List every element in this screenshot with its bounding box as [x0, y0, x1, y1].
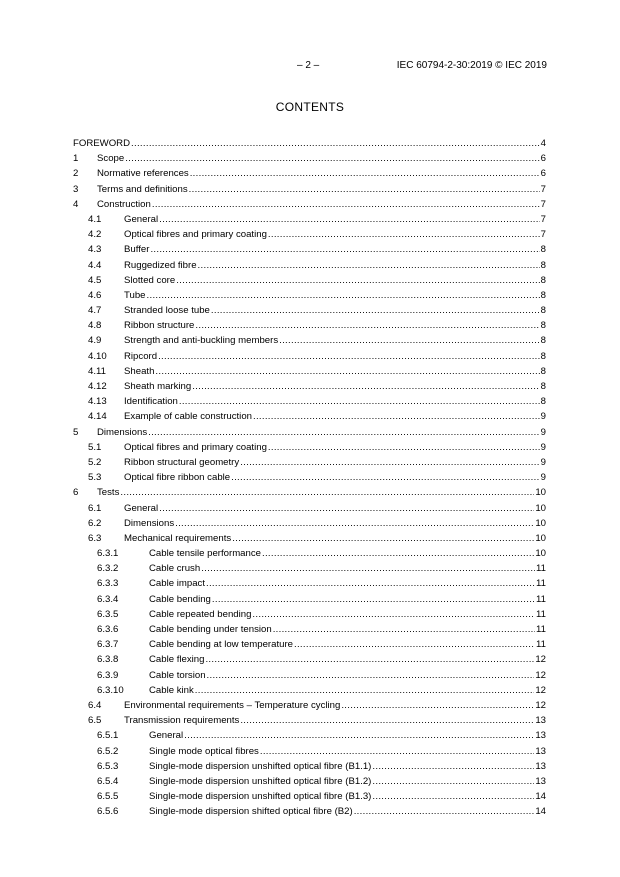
toc-entry-number: 6.5.2 [97, 745, 119, 757]
toc-entry-label: Cable bending [149, 593, 211, 605]
toc-entry-number: 1 [73, 153, 79, 165]
toc-entry-number: 6.3.2 [97, 563, 119, 575]
toc-entry-number: 5.1 [88, 441, 102, 453]
toc-entry-label: Example of cable construction [124, 411, 252, 423]
toc-entry[interactable] [73, 320, 546, 335]
toc-entry-page: 8 [540, 259, 546, 271]
toc-entry-label: Sheath [124, 365, 155, 377]
toc-leader-dots [125, 153, 539, 165]
toc-entry-number: 6.5.3 [97, 760, 119, 772]
toc-leader-dots [341, 700, 534, 712]
toc-entry-page: 8 [540, 305, 546, 317]
toc-leader-dots [152, 199, 540, 211]
toc-entry-label: Cable bending at low temperature [149, 639, 293, 651]
toc-entry-number: 3 [73, 183, 79, 195]
toc-leader-dots [372, 761, 534, 773]
toc-leader-dots [131, 138, 540, 150]
toc-entry[interactable] [73, 366, 546, 381]
table-of-contents [73, 138, 546, 821]
toc-entry-page: 4 [540, 138, 546, 149]
toc-entry-page: 11 [536, 593, 546, 605]
toc-entry-page: 13 [535, 745, 546, 757]
toc-leader-dots [201, 563, 535, 575]
toc-entry[interactable] [73, 791, 546, 806]
toc-entry-page: 9 [540, 456, 546, 468]
toc-leader-dots [148, 427, 540, 439]
toc-entry[interactable] [73, 199, 546, 214]
toc-entry-page: 14 [535, 791, 546, 803]
toc-entry[interactable] [73, 624, 546, 639]
toc-entry-label: Ribbon structure [124, 320, 195, 332]
toc-leader-dots [240, 715, 534, 727]
toc-entry-page: 10 [535, 548, 546, 560]
toc-entry-number: 4.11 [88, 365, 106, 377]
toc-entry-label: Environmental requirements – Temperature cycling [124, 699, 341, 711]
toc-entry-number: 4.2 [88, 229, 102, 241]
toc-leader-dots [150, 244, 539, 256]
toc-entry[interactable] [73, 578, 546, 593]
toc-entry-number: 6.4 [88, 699, 102, 711]
toc-entry-page: 13 [535, 715, 546, 727]
toc-entry[interactable] [73, 563, 546, 578]
toc-entry-page: 7 [540, 198, 546, 210]
toc-leader-dots [211, 305, 540, 317]
toc-leader-dots [198, 260, 540, 272]
toc-entry-page: 6 [540, 168, 546, 180]
toc-entry[interactable] [73, 746, 546, 761]
toc-entry-label: General [149, 730, 184, 742]
toc-leader-dots [252, 609, 535, 621]
toc-leader-dots [207, 670, 535, 682]
toc-entry-number: 6.5 [88, 715, 102, 727]
toc-leader-dots [279, 335, 540, 347]
toc-entry-label: Dimensions [124, 517, 175, 529]
toc-entry-page: 10 [535, 502, 546, 514]
toc-entry-number: 4.3 [88, 244, 102, 256]
toc-entry-page: 10 [535, 517, 546, 529]
toc-entry-number: 6.3.5 [97, 608, 119, 620]
toc-entry-number: 6.2 [88, 517, 102, 529]
toc-leader-dots [189, 184, 540, 196]
toc-entry-label: Cable tensile performance [149, 548, 261, 560]
toc-leader-dots [253, 411, 540, 423]
toc-entry-label: Cable flexing [149, 654, 205, 666]
toc-entry[interactable] [73, 153, 546, 168]
toc-entry-label: Identification [124, 396, 178, 408]
toc-entry-number: 6.3.7 [97, 639, 119, 651]
toc-entry-number: 6 [73, 487, 79, 499]
toc-entry[interactable] [73, 305, 546, 320]
toc-entry[interactable] [73, 275, 546, 290]
toc-entry-label: FOREWORD [73, 138, 131, 149]
toc-leader-dots [205, 654, 534, 666]
toc-leader-dots [372, 776, 534, 788]
toc-entry-label: Scope [97, 153, 125, 165]
toc-entry[interactable] [73, 730, 546, 745]
toc-entry[interactable] [73, 715, 546, 730]
toc-entry-page: 8 [540, 289, 546, 301]
toc-entry[interactable] [73, 168, 546, 183]
toc-entry[interactable] [73, 761, 546, 776]
toc-entry-label: Tube [124, 289, 146, 301]
toc-entry-number: 6.3.8 [97, 654, 119, 666]
toc-leader-dots [273, 624, 535, 636]
toc-entry-label: Optical fibres and primary coating [124, 229, 267, 241]
toc-entry-number: 6.5.4 [97, 775, 119, 787]
toc-entry-number: 4.14 [88, 411, 107, 423]
toc-leader-dots [159, 214, 540, 226]
toc-entry[interactable] [73, 487, 546, 502]
toc-entry[interactable] [73, 229, 546, 244]
toc-entry-page: 10 [535, 532, 546, 544]
toc-leader-dots [184, 730, 534, 742]
toc-leader-dots [158, 351, 540, 363]
toc-entry-number: 4.6 [88, 289, 102, 301]
toc-entry[interactable] [73, 594, 546, 609]
toc-entry-page: 7 [540, 213, 546, 225]
toc-entry-page: 12 [535, 654, 546, 666]
page-title: CONTENTS [275, 100, 345, 114]
toc-leader-dots [372, 791, 534, 803]
toc-entry-label: Single-mode dispersion unshifted optical fibre (B1.3) [149, 791, 372, 803]
toc-entry-page: 12 [535, 669, 546, 681]
toc-entry-number: 6.3.9 [97, 669, 119, 681]
toc-entry-page: 8 [540, 365, 546, 377]
toc-entry-page: 11 [536, 639, 546, 651]
toc-entry-number: 4.7 [88, 305, 102, 317]
toc-entry-page: 11 [536, 578, 546, 590]
toc-entry[interactable] [73, 442, 546, 457]
toc-entry-number: 6.3.1 [97, 548, 119, 560]
toc-entry-label: Ruggedized fibre [124, 259, 197, 271]
toc-leader-dots [262, 548, 534, 560]
toc-entry-page: 9 [540, 426, 546, 438]
toc-entry[interactable] [73, 503, 546, 518]
toc-entry[interactable] [73, 214, 546, 229]
toc-entry-page: 9 [540, 411, 546, 423]
toc-entry-label: Transmission requirements [124, 715, 240, 727]
toc-entry-number: 6.3 [88, 532, 102, 544]
toc-entry-number: 6.5.1 [97, 730, 119, 742]
toc-entry[interactable] [73, 472, 546, 487]
toc-leader-dots [176, 275, 539, 287]
toc-entry[interactable] [73, 381, 546, 396]
toc-entry-page: 13 [535, 730, 546, 742]
toc-entry-number: 6.3.10 [97, 684, 124, 696]
toc-entry[interactable] [73, 260, 546, 275]
toc-entry-number: 6.3.6 [97, 624, 119, 635]
toc-entry-number: 4.1 [88, 213, 102, 225]
toc-entry-page: 7 [540, 183, 546, 195]
toc-entry-page: 8 [540, 274, 546, 286]
toc-entry[interactable] [73, 639, 546, 654]
toc-entry-label: Cable bending under tension [149, 624, 272, 635]
toc-entry-label: Cable torsion [149, 669, 206, 681]
toc-entry[interactable] [73, 335, 546, 350]
toc-entry[interactable] [73, 806, 546, 821]
toc-entry-label: Optical fibre ribbon cable [124, 472, 231, 484]
toc-entry[interactable] [73, 427, 546, 442]
toc-entry-page: 8 [540, 320, 546, 332]
toc-entry-label: Cable repeated bending [149, 608, 252, 620]
toc-leader-dots [212, 594, 535, 606]
toc-entry-number: 4.5 [88, 274, 102, 286]
toc-entry-page: 8 [540, 244, 546, 256]
toc-entry-number: 4.10 [88, 350, 107, 362]
toc-entry-page: 9 [540, 441, 546, 453]
toc-entry-label: Tests [97, 487, 120, 499]
toc-entry-label: Construction [97, 198, 151, 210]
toc-entry[interactable] [73, 670, 546, 685]
toc-leader-dots [120, 487, 534, 499]
toc-entry-page: 8 [540, 335, 546, 347]
toc-entry-number: 5 [73, 426, 79, 438]
toc-entry-label: Sheath marking [124, 381, 192, 392]
toc-entry-label: Single-mode dispersion unshifted optical fibre (B1.2) [149, 775, 372, 787]
toc-leader-dots [232, 533, 534, 545]
toc-entry-label: Dimensions [97, 426, 148, 438]
toc-entry-number: 4.13 [88, 396, 107, 408]
toc-entry[interactable] [73, 700, 546, 715]
toc-entry-label: Single-mode dispersion shifted optical fibre (B2) [149, 806, 353, 818]
toc-entry-page: 11 [536, 624, 546, 635]
toc-leader-dots [231, 472, 540, 484]
toc-entry-page: 11 [536, 608, 546, 620]
toc-entry-page: 8 [540, 381, 546, 392]
toc-entry-page: 6 [540, 153, 546, 165]
toc-entry-page: 10 [535, 487, 546, 499]
toc-entry-label: Slotted core [124, 274, 176, 286]
toc-leader-dots [195, 320, 539, 332]
toc-entry-label: Ribbon structural geometry [124, 456, 240, 468]
toc-entry[interactable] [73, 290, 546, 305]
toc-entry[interactable] [73, 654, 546, 669]
toc-entry[interactable] [73, 244, 546, 259]
toc-leader-dots [260, 746, 534, 758]
toc-entry-number: 6.5.6 [97, 806, 119, 818]
toc-entry-page: 9 [540, 472, 546, 484]
toc-leader-dots [206, 578, 535, 590]
toc-entry[interactable] [73, 548, 546, 563]
toc-entry-label: General [124, 213, 159, 225]
toc-entry-number: 6.3.4 [97, 593, 119, 605]
toc-leader-dots [159, 503, 534, 515]
toc-entry[interactable] [73, 351, 546, 366]
toc-entry-page: 12 [535, 684, 546, 696]
toc-entry[interactable] [73, 685, 546, 700]
page-number: – 2 – [297, 60, 320, 71]
toc-leader-dots [268, 442, 540, 454]
toc-entry-label: Mechanical requirements [124, 532, 232, 544]
toc-leader-dots [155, 366, 539, 378]
toc-entry-number: 4.12 [88, 381, 107, 392]
toc-entry-label: Normative references [97, 168, 189, 180]
toc-entry-label: Strength and anti-buckling members [124, 335, 279, 347]
toc-entry-number: 6.5.5 [97, 791, 119, 803]
toc-entry-label: Buffer [124, 244, 150, 256]
toc-entry-label: Cable crush [149, 563, 201, 575]
toc-entry-number: 5.2 [88, 456, 102, 468]
toc-entry-page: 8 [540, 350, 546, 362]
toc-leader-dots [175, 518, 534, 530]
toc-leader-dots [195, 685, 535, 697]
toc-entry-label: Ripcord [124, 350, 158, 362]
toc-entry-number: 2 [73, 168, 79, 180]
toc-leader-dots [240, 457, 539, 469]
toc-entry[interactable] [73, 138, 546, 153]
toc-entry-label: Optical fibres and primary coating [124, 441, 267, 453]
toc-entry-label: Stranded loose tube [124, 305, 210, 317]
toc-entry-label: Cable kink [149, 684, 194, 696]
toc-leader-dots [354, 806, 535, 818]
page-header [0, 60, 620, 74]
toc-entry-number: 4.9 [88, 335, 102, 347]
toc-entry[interactable] [73, 518, 546, 533]
toc-entry-number: 4 [73, 198, 79, 210]
toc-entry-number: 4.4 [88, 259, 102, 271]
toc-entry[interactable] [73, 396, 546, 411]
toc-entry-number: 4.8 [88, 320, 102, 332]
toc-entry-number: 6.3.3 [97, 578, 119, 590]
toc-entry-label: Terms and definitions [97, 183, 188, 195]
toc-entry[interactable] [73, 609, 546, 624]
toc-entry-page: 8 [540, 396, 546, 408]
toc-entry-page: 12 [535, 699, 546, 711]
toc-entry[interactable] [73, 457, 546, 472]
toc-entry-label: Single-mode dispersion unshifted optical fibre (B1.1) [149, 760, 372, 772]
toc-leader-dots [192, 381, 539, 393]
toc-entry[interactable] [73, 184, 546, 199]
toc-entry-label: Cable impact [149, 578, 205, 590]
toc-leader-dots [147, 290, 540, 302]
toc-entry-page: 7 [540, 229, 546, 241]
toc-entry-label: General [124, 502, 159, 514]
toc-entry-page: 14 [535, 806, 546, 818]
document-reference: IEC 60794-2-30:2019 © IEC 2019 [396, 60, 547, 71]
toc-entry-page: 13 [535, 775, 546, 787]
toc-leader-dots [190, 168, 540, 180]
toc-leader-dots [294, 639, 535, 651]
toc-entry-number: 6.1 [88, 502, 102, 514]
toc-leader-dots [268, 229, 540, 241]
toc-entry-page: 13 [535, 760, 546, 772]
toc-entry-number: 5.3 [88, 472, 102, 484]
toc-entry[interactable] [73, 533, 546, 548]
toc-leader-dots [179, 396, 540, 408]
toc-entry[interactable] [73, 776, 546, 791]
toc-entry-page: 11 [536, 563, 546, 575]
toc-entry[interactable] [73, 411, 546, 426]
toc-entry-label: Single mode optical fibres [149, 745, 259, 757]
